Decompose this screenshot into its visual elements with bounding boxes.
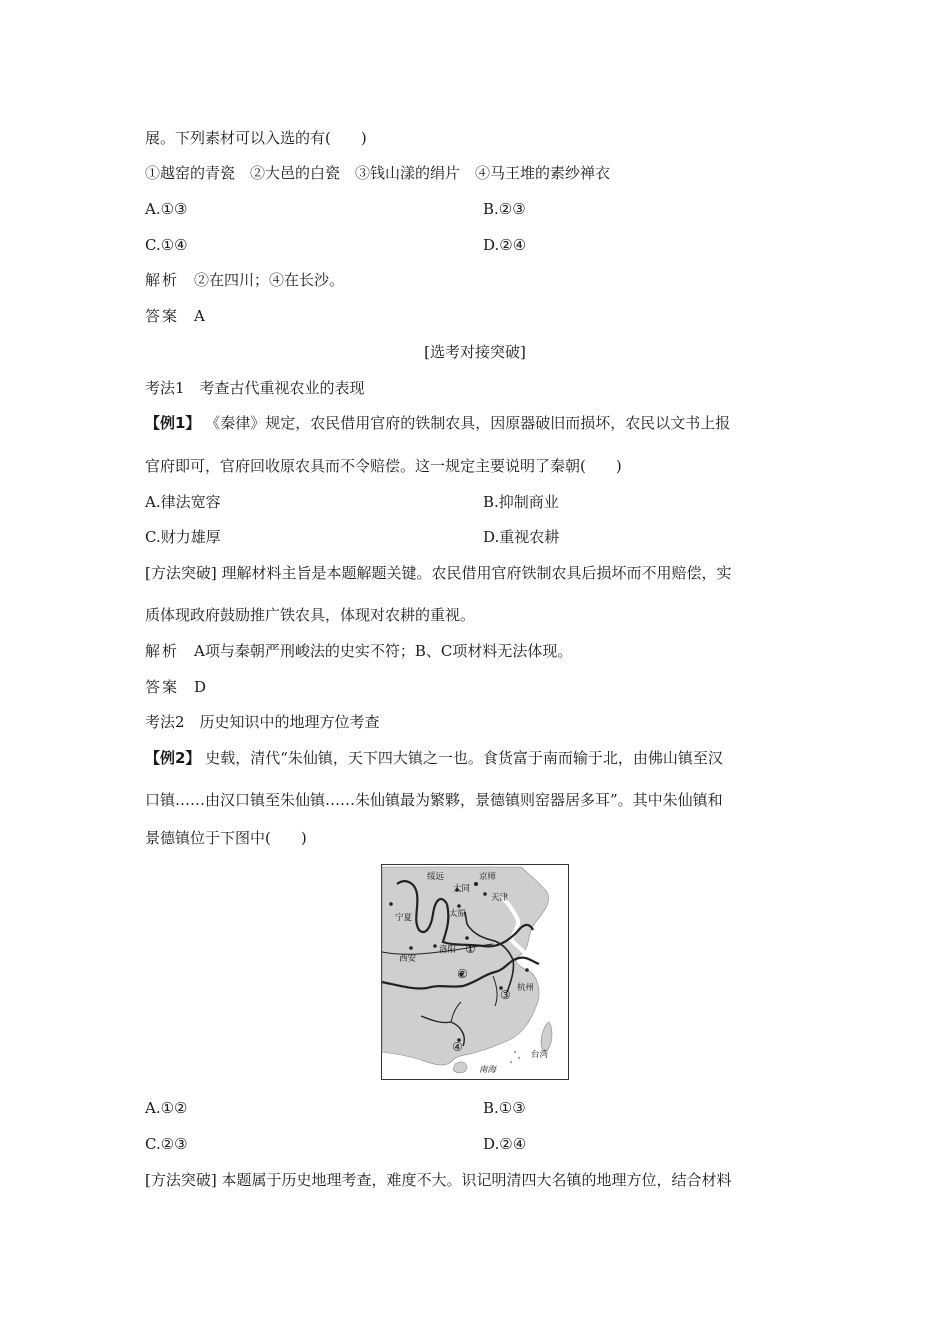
analysis-label: 解析	[145, 271, 180, 289]
example2-option-d: D.②④	[483, 1135, 527, 1153]
label-hangzhou: 杭州	[517, 983, 535, 993]
method2-breakthrough-line1	[145, 1170, 732, 1190]
label-suiyuan: 绥远	[427, 872, 445, 882]
example1-text: 《秦律》规定，农民借用官府的铁制农具，因原器破旧而损坏，农民以文书上报	[205, 414, 731, 432]
label-datong: 大同	[453, 884, 471, 894]
label-luoyang: 洛阳	[439, 945, 457, 955]
example1-option-a: A.律法宽容	[145, 493, 221, 511]
method2-title: 考法2 历史知识中的地理方位考查	[145, 713, 380, 731]
example1-answer-text: D	[194, 678, 207, 696]
point-1-marker	[465, 936, 469, 940]
label-point-4: ④	[452, 1040, 463, 1054]
label-nanhai: 南海	[479, 1065, 497, 1075]
method1-breakthrough-text: 理解材料主旨是本题解题关键。农民借用官府铁制农具后损坏而不用赔偿，实	[221, 564, 732, 582]
label-taiwan: 台湾	[531, 1050, 549, 1060]
example1-answer-label: 答案	[145, 678, 180, 696]
method1-breakthrough-label: [方法突破]	[145, 564, 217, 582]
answer-text: A	[194, 307, 205, 325]
example1-stem-line1	[145, 413, 730, 433]
label-xian: 西安	[399, 954, 417, 964]
method1-title: 考法1 考查古代重视农业的表现	[145, 379, 365, 397]
taiyuan-marker	[457, 904, 461, 908]
label-point-3: ③	[500, 988, 511, 1002]
option-a: A.①③	[145, 200, 188, 218]
tianjin-marker	[483, 892, 487, 896]
label-ningxia: 宁夏	[395, 913, 413, 923]
answer-line	[145, 306, 205, 326]
method1-breakthrough-line2: 质体现政府鼓励推广铁农具，体现对农耕的重视。	[145, 606, 476, 624]
example1-tag: 【例1】	[145, 414, 201, 432]
island-dot	[518, 1057, 520, 1059]
method2-breakthrough-label: [方法突破]	[145, 1171, 217, 1189]
example2-stem-line1	[145, 748, 723, 768]
question-stem-tail: 展。下列素材可以入选的有( )	[145, 129, 367, 147]
example2-stem-line2: 口镇……由汉口镇至朱仙镇……朱仙镇最为繁夥，景德镇则窑器居多耳”。其中朱仙镇和	[145, 791, 723, 809]
label-jingshi: 京师	[479, 872, 497, 882]
example2-stem-line3: 景德镇位于下图中( )	[145, 829, 307, 847]
label-point-2: ②	[457, 967, 468, 981]
example2-option-c: C.②③	[145, 1135, 188, 1153]
analysis-text: ②在四川；④在长沙。	[194, 271, 345, 289]
example1-analysis	[145, 641, 572, 661]
option-d: D.②④	[483, 236, 527, 254]
example2-option-a: A.①②	[145, 1099, 188, 1117]
example1-option-c: C.财力雄厚	[145, 528, 221, 546]
example1-option-b: B.抑制商业	[483, 493, 559, 511]
option-b: B.②③	[483, 200, 526, 218]
example1-answer	[145, 677, 206, 697]
answer-label: 答案	[145, 307, 180, 325]
section-title: [选考对接突破]	[424, 343, 526, 361]
label-tianjin: 天津	[491, 893, 509, 903]
example1-analysis-label: 解析	[145, 642, 180, 660]
method1-breakthrough-line1	[145, 563, 732, 583]
example2-text: 史载，清代“朱仙镇，天下四大镇之一也。食货富于南而输于北，由佛山镇至汉	[205, 749, 723, 767]
example1-option-d: D.重视农耕	[483, 528, 560, 546]
option-c: C.①④	[145, 236, 188, 254]
hangzhou-marker	[525, 968, 529, 972]
analysis-line	[145, 270, 344, 290]
jingshi-marker	[474, 882, 478, 886]
island-dot	[514, 1051, 516, 1053]
example2-tag: 【例2】	[145, 749, 201, 767]
question-items: ①越窑的青瓷 ②大邑的白瓷 ③钱山漾的绢片 ④马王堆的素纱禅衣	[145, 164, 611, 182]
example1-stem-line2: 官府即可，官府回收原农具而不令赔偿。这一规定主要说明了秦朝( )	[145, 457, 622, 475]
label-point-1: ①	[465, 942, 476, 956]
ningxia-marker	[389, 902, 393, 906]
example2-option-b: B.①③	[483, 1099, 526, 1117]
example1-analysis-text: A项与秦朝严刑峻法的史实不符；B、C项材料无法体现。	[194, 642, 573, 660]
historical-map	[381, 864, 569, 1080]
luoyang-marker	[433, 944, 437, 948]
island-dot	[510, 1061, 512, 1063]
label-taiyuan: 太原	[449, 909, 467, 919]
method2-breakthrough-text: 本题属于历史地理考查，难度不大。识记明清四大名镇的地理方位，结合材料	[221, 1171, 732, 1189]
xian-marker	[409, 946, 413, 950]
